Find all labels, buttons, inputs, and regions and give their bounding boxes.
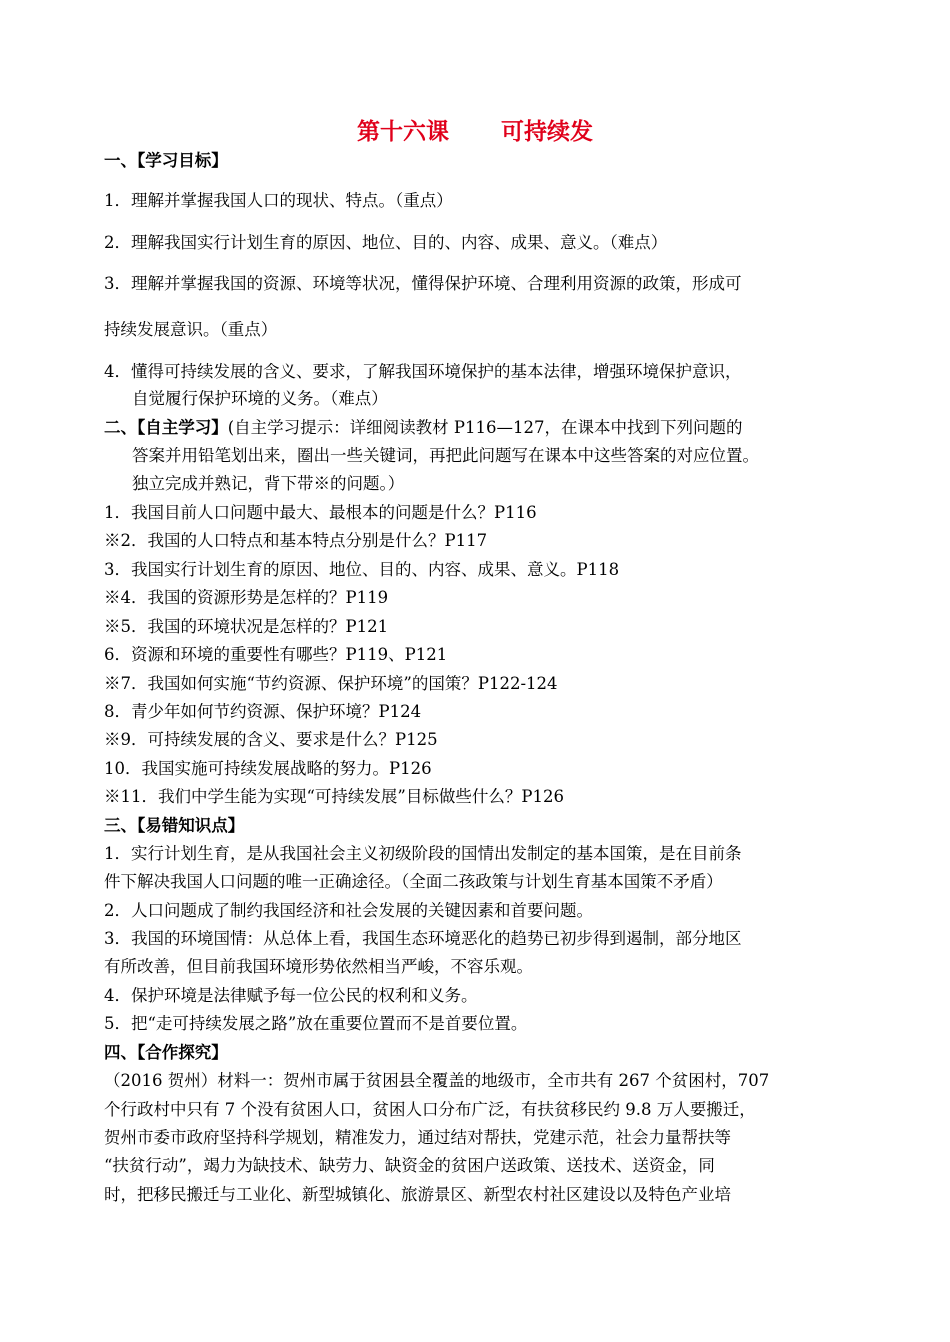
selfstudy-hint-line: 答案并用铅笔划出来，圈出一些关键词，再把此问题写在课本中这些答案的对应位置。 <box>132 446 759 465</box>
goal-item-continued: 持续发展意识。（重点） <box>104 320 278 339</box>
error-point-line: 3．我国的环境国情：从总体上看，我国生态环境恶化的趋势已初步得到遏制，部分地区 <box>104 929 742 948</box>
error-point-line: 1．实行计划生育，是从我国社会主义初级阶段的国情出发制定的基本国策，是在目前条 <box>104 844 742 863</box>
material-line: 时，把移民搬迁与工业化、新型城镇化、旅游景区、新型农村社区建设以及特色产业培 <box>104 1185 731 1204</box>
page-title <box>0 113 950 146</box>
material-line: （2016 贺州）材料一：贺州市属于贫困县全覆盖的地级市，全市共有 267 个贫困村，707 <box>104 1071 770 1090</box>
question-item: ※2．我国的人口特点和基本特点分别是什么？P117 <box>104 531 488 550</box>
section-intro-line <box>104 417 743 439</box>
material-line: 贺州市委市政府坚持科学规划，精准发力，通过结对帮扶，党建示范，社会力量帮扶等 <box>104 1128 731 1147</box>
section-heading-cooperation: 四、【合作探究】 <box>104 1043 228 1062</box>
question-item: ※9．可持续发展的含义、要求是什么？P125 <box>104 730 438 749</box>
question-item: 10．我国实施可持续发展战略的努力。P126 <box>104 759 432 778</box>
question-item: 8．青少年如何节约资源、保护环境？P124 <box>104 702 422 721</box>
material-line: 个行政村中只有 7 个没有贫困人口，贫困人口分布广泛，有扶贫移民约 9.8 万人要搬迁， <box>104 1100 756 1119</box>
error-point-line: 2．人口问题成了制约我国经济和社会发展的关键因素和首要问题。 <box>104 901 593 920</box>
error-point-line: 有所改善，但目前我国环境形势依然相当严峻，不容乐观。 <box>104 957 533 976</box>
question-item: ※4．我国的资源形势是怎样的？P119 <box>104 588 389 607</box>
goal-item-continued: 自觉履行保护环境的义务。（难点） <box>132 389 388 408</box>
title-topic: 可持续发 <box>501 119 593 145</box>
section-heading-selfstudy: 二、【自主学习】 <box>104 418 228 437</box>
goal-item: 4．懂得可持续发展的含义、要求，了解我国环境保护的基本法律，增强环境保护意识， <box>104 362 742 381</box>
question-item: 6．资源和环境的重要性有哪些？P119、P121 <box>104 645 448 664</box>
section-heading-errors: 三、【易错知识点】 <box>104 816 245 835</box>
question-item: ※11．我们中学生能为实现“可持续发展”目标做些什么？P126 <box>104 787 564 806</box>
title-lesson: 第十六课 <box>357 119 449 145</box>
error-point-line: 件下解决我国人口问题的唯一正确途径。（全面二孩政策与计划生育基本国策不矛盾） <box>104 872 723 891</box>
question-item: 3．我国实行计划生育的原因、地位、目的、内容、成果、意义。P118 <box>104 560 620 579</box>
material-line: “扶贫行动”，竭力为缺技术、缺劳力、缺资金的贫困户送政策、送技术、送资金，同 <box>104 1156 715 1175</box>
question-item: ※7．我国如何实施“节约资源、保护环境”的国策？P122-124 <box>104 674 558 693</box>
error-point-line: 5．把“走可持续发展之路”放在重要位置而不是首要位置。 <box>104 1014 528 1033</box>
question-item: ※5．我国的环境状况是怎样的？P121 <box>104 617 389 636</box>
selfstudy-hint-line: 独立完成并熟记，背下带※的问题。） <box>132 474 405 493</box>
error-point-line: 4．保护环境是法律赋予每一位公民的权利和义务。 <box>104 986 478 1005</box>
goal-item: 2．理解我国实行计划生育的原因、地位、目的、内容、成果、意义。（难点） <box>104 233 668 252</box>
goal-item: 1．理解并掌握我国人口的现状、特点。（重点） <box>104 191 453 210</box>
question-item: 1．我国目前人口问题中最大、最根本的问题是什么？P116 <box>104 503 537 522</box>
goal-item: 3．理解并掌握我国的资源、环境等状况，懂得保护环境、合理利用资源的政策，形成可 <box>104 274 742 293</box>
selfstudy-hint: (自主学习提示：详细阅读教材 P116—127，在课本中找到下列问题的 <box>227 418 743 437</box>
section-heading-goals: 一、【学习目标】 <box>104 151 228 170</box>
